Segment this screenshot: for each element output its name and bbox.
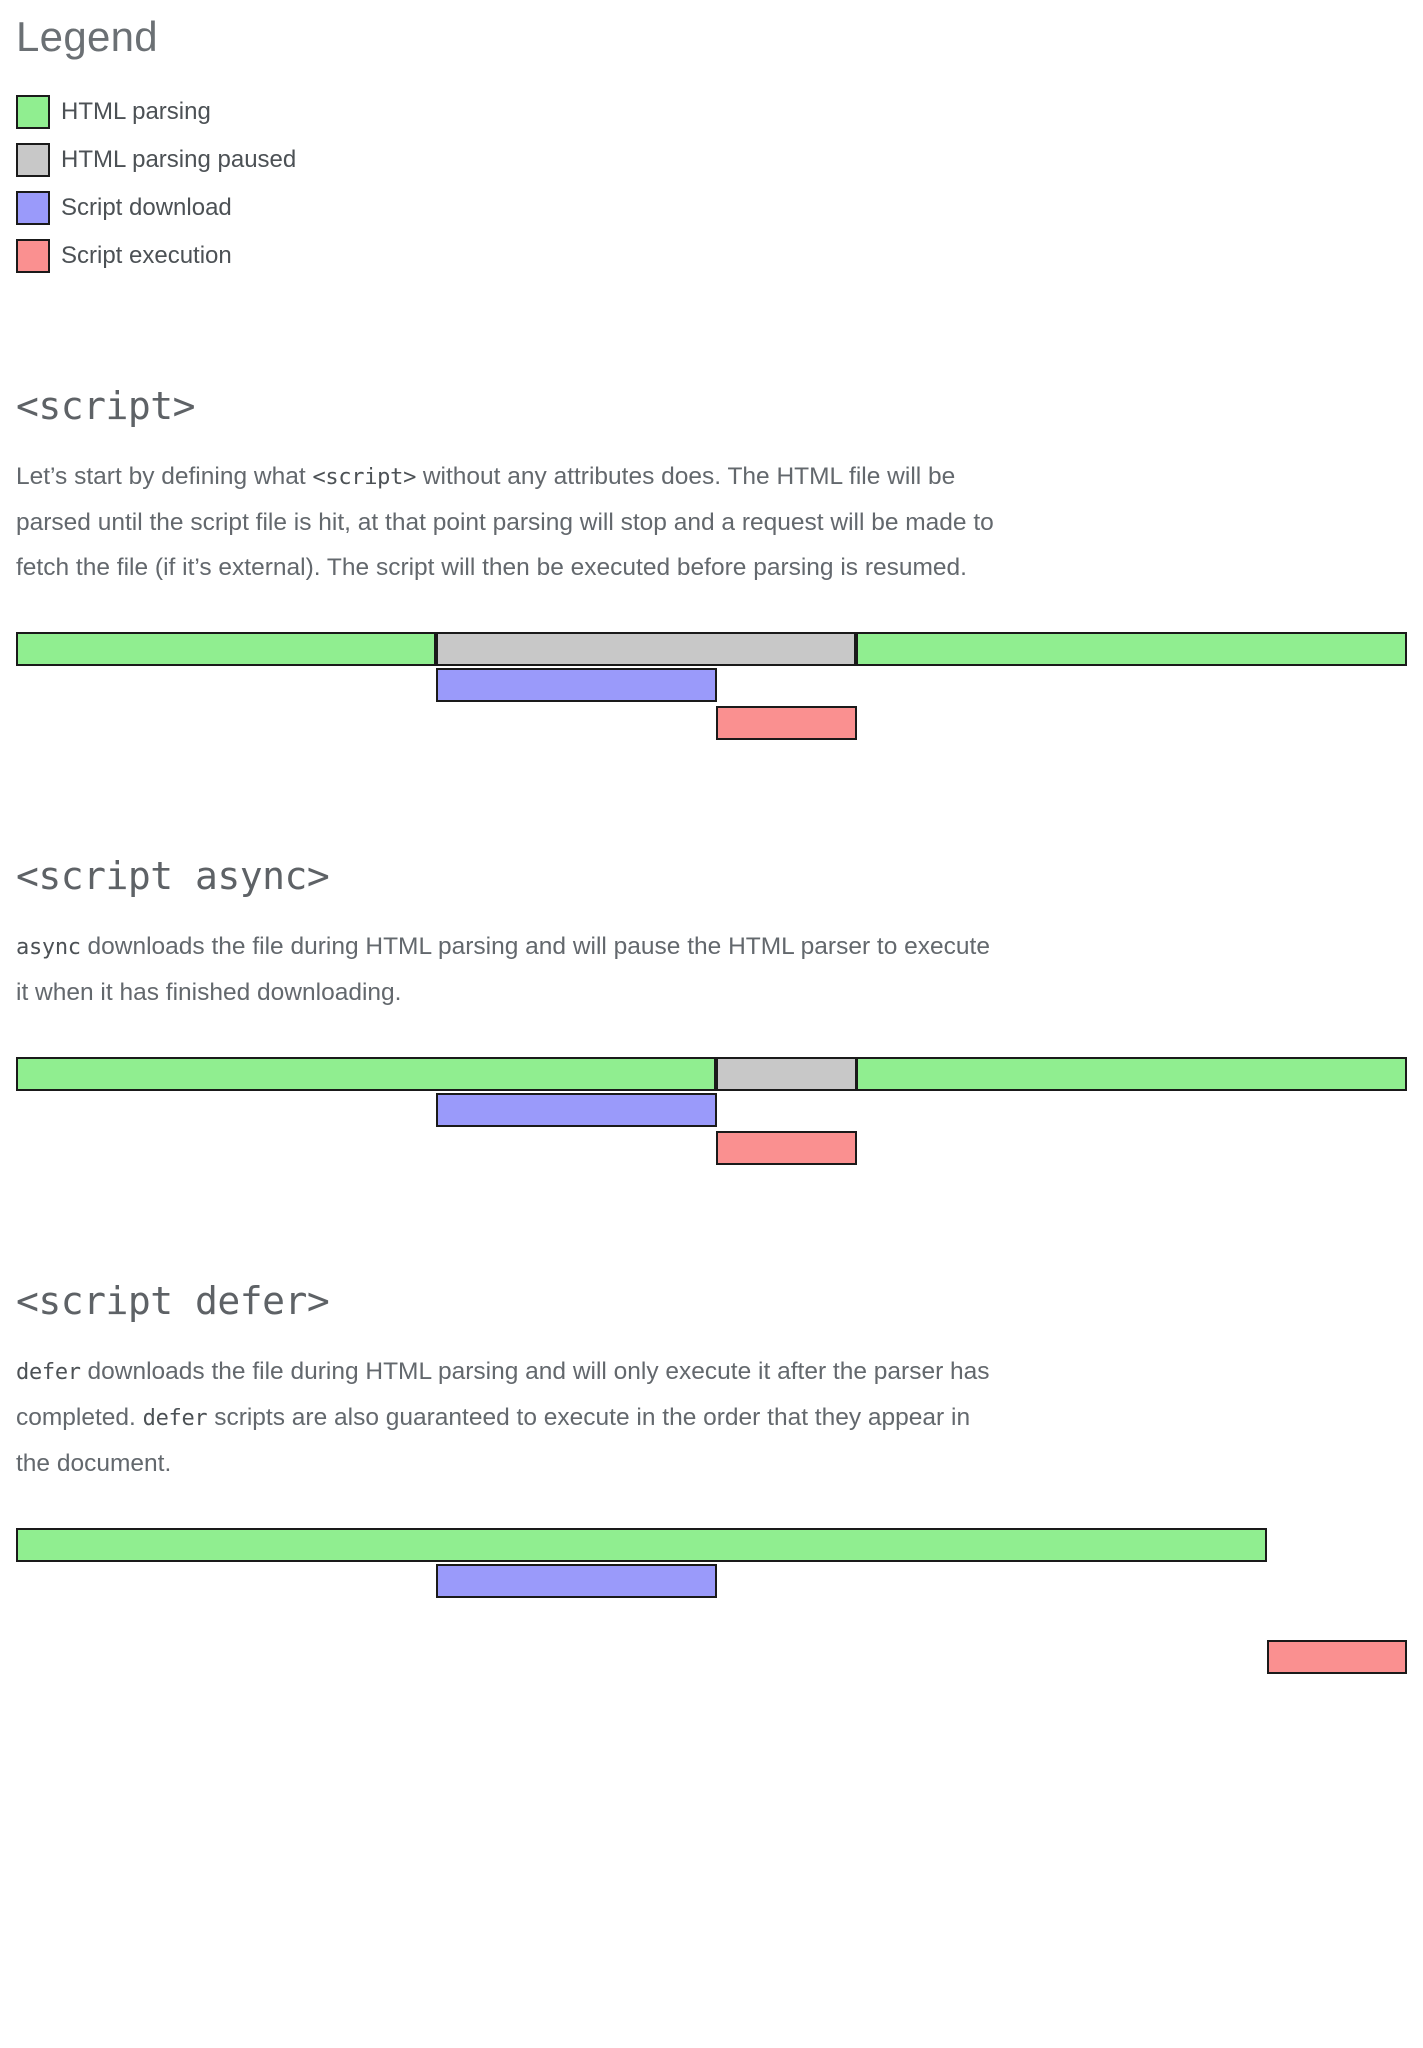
legend-item-script-download — [16, 184, 1407, 232]
section-body-script-async: async downloads the file during HTML parsing and will pause the HTML parser to execute it when it has finished downloading. — [16, 933, 990, 1007]
legend-item-script-execution — [16, 232, 1407, 280]
section-script-defer — [16, 1279, 1407, 1658]
timeline-bar — [716, 1131, 857, 1165]
timeline-bar — [16, 1528, 1267, 1562]
timeline-bar — [856, 1057, 1407, 1091]
timeline-bar — [436, 1564, 717, 1598]
legend-section — [16, 0, 1407, 280]
timeline-bar — [716, 1057, 857, 1091]
timeline-bar — [1267, 1640, 1407, 1674]
timeline-bar — [436, 668, 717, 702]
timeline-bar — [856, 632, 1407, 666]
section-script — [16, 384, 1407, 762]
legend-swatch-script-download — [16, 191, 50, 225]
diagram-script-defer — [16, 1528, 1407, 1658]
timeline-bar — [436, 632, 856, 666]
timeline-bar — [16, 632, 436, 666]
section-heading-script-defer: <script defer> — [16, 1279, 330, 1324]
legend-label-script-execution: Script execution — [61, 242, 232, 270]
section-heading-script-async: <script async> — [16, 854, 330, 899]
section-body-script-defer: defer downloads the file during HTML parsing and will only execute it after the parser has completed. defer scripts are also guaranteed to execute in the order that they appear in the document. — [16, 1358, 990, 1478]
legend-label-script-download: Script download — [61, 194, 232, 222]
legend-swatch-html-parsing — [16, 95, 50, 129]
timeline-bar — [716, 706, 857, 740]
diagram-script-async — [16, 1057, 1407, 1187]
section-script-async — [16, 854, 1407, 1187]
section-body-script: Let’s start by defining what <script> without any attributes does. The HTML file will be parsed until the script file is hit, at that point parsing will stop and a request will be made to fetch the file (if it’s external). The script will then be executed before parsing is resumed. — [16, 463, 994, 582]
legend-item-html-parsing — [16, 88, 1407, 136]
legend-swatch-script-execution — [16, 239, 50, 273]
legend-label-html-parsing: HTML parsing — [61, 98, 211, 126]
legend-title: Legend — [16, 13, 158, 60]
timeline-bar — [436, 1093, 717, 1127]
legend-list — [16, 88, 1407, 280]
legend-swatch-html-parsing-paused — [16, 143, 50, 177]
section-heading-script: <script> — [16, 384, 196, 429]
legend-label-html-parsing-paused: HTML parsing paused — [61, 146, 297, 174]
timeline-bar — [16, 1057, 716, 1091]
legend-item-html-parsing-paused — [16, 136, 1407, 184]
diagram-script — [16, 632, 1407, 762]
